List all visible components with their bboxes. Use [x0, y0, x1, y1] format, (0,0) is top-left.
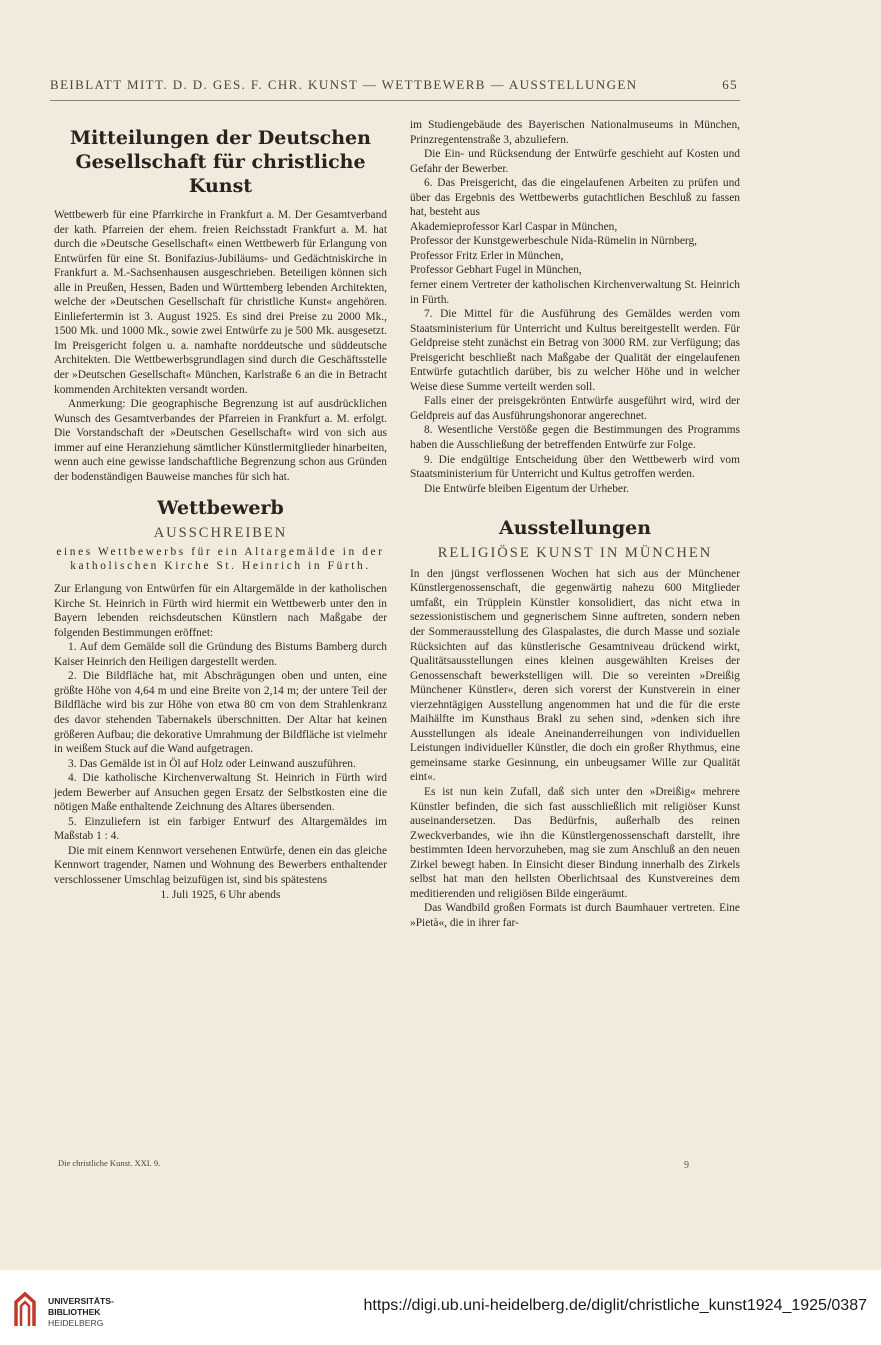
list-item-2: 2. Die Bildfläche hat, mit Abschrägungen oben und unten, eine größte Höhe von 4,64 m und eine Breite von 2,14 m; der untere Teil der Bildfläche wird bis zur Höhe von etwa 80 cm von dem Strahlenkranz des davor stehenden Tabernakels überschnitten. Der Altar hat keinen größeren Aufbau; die dekorative Umrahmung der Bildfläche ist vielmehr in weißem Stuck auf die Wand aufgetragen.	[54, 670, 387, 756]
jury-member-4: Professor Gebhart Fugel in München,	[410, 264, 582, 277]
page-number: 65	[722, 77, 738, 92]
running-title: BEIBLATT MITT. D. D. GES. F. CHR. KUNST — WETTBEWERB — AUSSTELLUNGEN	[50, 77, 638, 92]
paragraph-falls: Falls einer der preisgekrönten Entwürfe ausgeführt wird, wird der Geldpreis auf das Ausführungshonorar angerechnet.	[410, 395, 740, 422]
list-item-3: 3. Das Gemälde ist in Öl auf Holz oder Leinwand auszuführen.	[68, 757, 356, 770]
signature-mark: 9	[684, 1160, 689, 1171]
section-title-mitteilungen: Mitteilungen der Deutschen Gesellschaft für christliche Kunst	[70, 127, 371, 197]
paragraph-ausstellung-2: Es ist nun kein Zufall, daß sich unter den »Dreißig« mehrere Künstler befinden, die sich fast ausschließlich mit religiöser Kunst auseinandersetzen. Das Bedürfnis, außerhalb des reinen Zweckverbandes, wie ihn die Künstlergenossenschaft darstellt, ihre bestimmten Ideen hervorzuheben, mag sie zum Anschluß an den neuen Zirkel bewegt haben. In Einsicht dieser Bindung innerhalb des Zirkels selbst hat man den hellsten Oberlichtsaal des Kunstvereines dem meditierenden und religiösen Bilde eingeräumt.	[410, 785, 740, 900]
library-name-line-2: BIBLIOTHEK	[48, 1307, 101, 1317]
paragraph-kennwort: Die mit einem Kennwort versehenen Entwürfe, denen ein das gleiche Kennwort tragender, Namen und Wohnung des Bewerbers enthaltender verschlossener Umschlag beizufügen ist, sind bis spätestens	[54, 844, 387, 886]
jury-member-2: Professor der Kunstgewerbeschule Nida-Rümelin in Nürnberg,	[410, 235, 698, 248]
paragraph-eigentum: Die Entwürfe bleiben Eigentum der Urheber.	[424, 482, 629, 495]
deadline-line: 1. Juli 1925, 6 Uhr abends	[160, 888, 281, 901]
paragraph-ausstellung-1: In den jüngst verflossenen Wochen hat sich aus der Münchener Künstlergenossenschaft, die gegenwärtig nahezu 600 Mitglieder umfaßt, ein Trüpplein Künstler konsolidiert, das nicht etwa in sezessionistischem und gegnerischem Sinne auftreten, sondern neben der Sommerausstellung des Glaspalastes, die durch Masse und soziale Rücksichten auf das künstlerische Gesamtniveau drückend wirkt, Qualitätsausstellungen eines kleinen ausgewählten Kreises der Genossenschaft bewerkstelligen will. Die so vereinten »Dreißig Münchener Künstler«, deren sich vorerst der Kunstverein in einer vierzehntägigen Ausstellung angenommen hat und die für die erste Maihälfte im Kunsthaus Brakl zu sehen sind, »denken sich ihre Ausstellungen als ideale Aneinanderreihungen von individuellen Leistungen individueller Künstler, die doch ein großer Rhythmus, eine gemeinsame starke Gesinnung, ein unbeugsamer Wille zur Qualität eint«.	[410, 567, 740, 784]
jury-member-3: Professor Fritz Erler in München,	[410, 249, 564, 262]
library-name-line-3: HEIDELBERG	[48, 1318, 104, 1328]
list-item-5: 5. Einzuliefern ist ein farbiger Entwurf des Altargemäldes im Maßstab 1 : 4.	[54, 815, 387, 843]
library-logo-icon	[12, 1290, 38, 1330]
heading-ausschreiben: AUSSCHREIBEN	[153, 525, 288, 542]
permalink-url[interactable]: https://digi.ub.uni-heidelberg.de/diglit/christliche_kunst1924_1925/0387	[363, 1297, 867, 1314]
heading-ausstellungen: Ausstellungen	[498, 517, 652, 540]
heading-wettbewerb: Wettbewerb	[157, 497, 284, 520]
list-item-8: 8. Wesentliche Verstöße gegen die Bestimmungen des Programms haben die Ausschließung der betreffenden Entwürfe zur Folge.	[410, 424, 740, 452]
library-name	[48, 1296, 114, 1329]
jury-member-5: ferner einem Vertreter der katholischen Kirchenverwaltung St. Heinrich in Fürth.	[410, 279, 740, 306]
paragraph-intro: Zur Erlangung von Entwürfen für ein Altargemälde in der katholischen Kirche St. Heinrich in Fürth wird hiermit ein Wettbewerb unter den in Bayern lebenden reichsdeutschen Künstlern nach Maßgabe der folgenden Bestimmungen eröffnet:	[54, 583, 387, 639]
list-item-4: 4. Die katholische Kirchenverwaltung St. Heinrich in Fürth wird jedem Bewerber auf Ansuchen gegen Ersatz der Selbstkosten eine die nötigen Maße enthaltende Zeichnung des Altares übersenden.	[54, 772, 387, 814]
list-item-1: 1. Auf dem Gemälde soll die Gründung des Bistums Bamberg durch Kaiser Heinrich den Heiligen dargestellt werden.	[54, 641, 387, 668]
paragraph-frankfurt: Wettbewerb für eine Pfarrkirche in Frankfurt a. M. Der Gesamtverband der kath. Pfarreien der ehem. freien Reichsstadt Frankfurt a. M. hat durch die »Deutsche Gesellschaft« einen Wettbewerb für Erlangung von Entwürfen für eine St. Bonifazius-Jubiläums- und Gedächtniskirche in Frankfurt a. M.-Sachsenhausen ausgeschrieben. Beteiligen können sich alle in Preußen, Hessen, Baden und Württemberg lebenden Architekten, welche der »Deutschen Gesellschaft für christliche Kunst« angehören. Einliefertermin ist 3. August 1925. Es sind drei Preise zu 2000 Mk., 1500 Mk. und 1000 Mk., sowie zwei Entwürfe zu je 500 Mk. ausgesetzt. Im Preisgericht folgen u. a. namhafte norddeutsche und süddeutsche Architekten. Die Wettbewerbsgrundlagen sind durch die Geschäftsstelle der »Deutschen Gesellschaft« München, Karlstraße 6 an die in Betracht kommenden Architekten versandt worden.	[54, 209, 387, 396]
list-item-9: 9. Die endgültige Entscheidung über den Wettbewerb wird vom Staatsministerium für Unterricht und Kultus getroffen werden.	[410, 453, 740, 481]
left-column	[54, 118, 387, 902]
footnote: Die christliche Kunst. XXI. 9.	[58, 1158, 161, 1168]
paragraph-ausstellung-3: Das Wandbild großen Formats ist durch Baumhauer vertreten. Eine »Pietà«, die in ihrer far-	[410, 902, 740, 929]
viewer-footer	[0, 1270, 881, 1345]
right-column	[410, 118, 740, 930]
library-name-line-1: UNIVERSITÄTS-	[48, 1296, 114, 1306]
paragraph-continuation: im Studiengebäude des Bayerischen Nationalmuseums in München, Prinzregentenstraße 3, abzuliefern.	[410, 119, 740, 146]
heading-religioese-kunst: RELIGIÖSE KUNST IN MÜNCHEN	[437, 545, 713, 562]
list-item-6: 6. Das Preisgericht, das die eingelaufenen Arbeiten zu prüfen und über das Ergebnis des Wettbewerbs gutachtlichen Beschluß zu fassen hat, besteht aus	[410, 177, 740, 219]
jury-member-1: Akademieprofessor Karl Caspar in München,	[410, 220, 618, 233]
list-item-7: 7. Die Mittel für die Ausführung des Gemäldes werden vom Staatsministerium für Unterricht und Kultus bereitgestellt werden. Für Geldpreise steht zunächst ein Betrag von 3000 RM. zur Verfügung; das Preisgericht beschließt nach Maßgabe der Qualität der eingelaufenen Entwürfe gutachtlich darüber, bis zu welcher Höhe und in welcher Weise diese Summe verteilt werden soll.	[410, 308, 740, 393]
paragraph-anmerkung: Anmerkung: Die geographische Begrenzung ist auf ausdrücklichen Wunsch des Gesamtverbandes der Pfarreien in Frankfurt a. M. erfolgt. Die Vorstandschaft der »Deutschen Gesellschaft« wird von sich aus immer auf eine Heranziehung sämtlicher Künstlermitglieder hinarbeiten, wenn auch eine gewisse landschaftliche Begrenzung schon aus Gründen der bodenständigen Bauweise manches für sich hat.	[54, 398, 387, 483]
subtitle-altargemaelde: eines Wettbewerbs für ein Altargemälde in der katholischen Kirche St. Heinrich in Fürth.	[56, 545, 385, 573]
paragraph-einsendung: Die Ein- und Rücksendung der Entwürfe geschieht auf Kosten und Gefahr der Bewerber.	[410, 148, 740, 175]
running-header	[50, 77, 740, 101]
